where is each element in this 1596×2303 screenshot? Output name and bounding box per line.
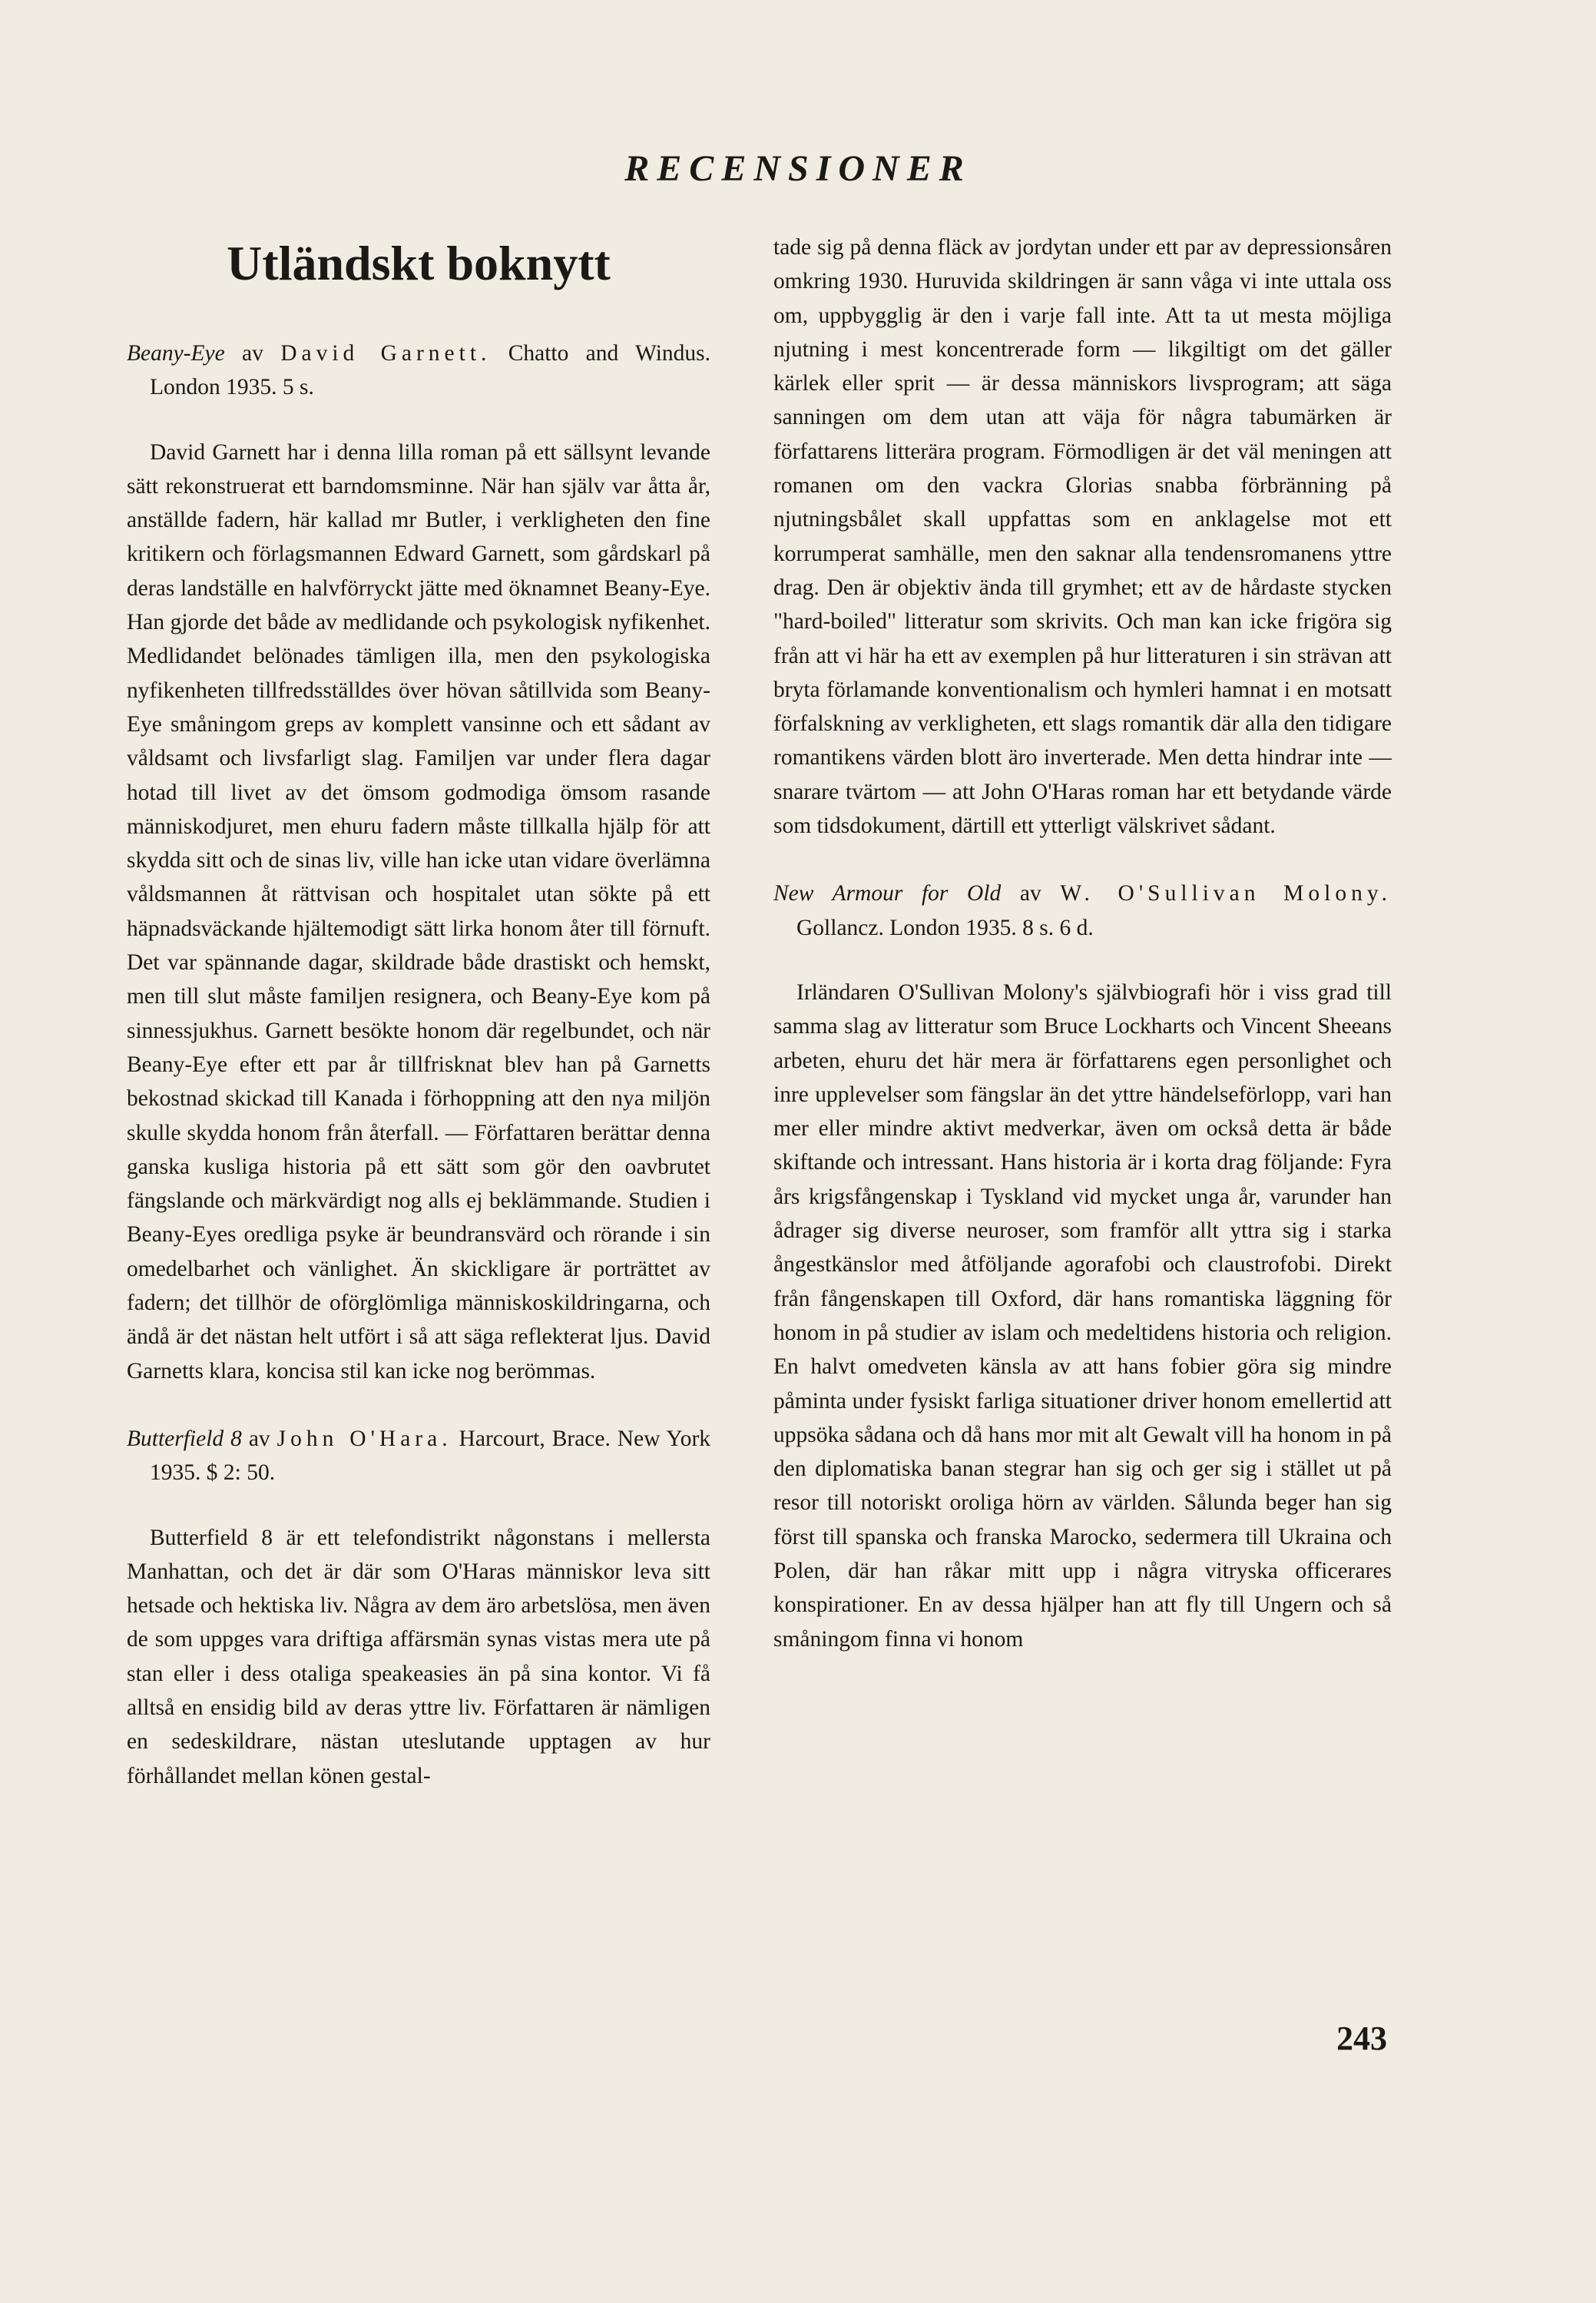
review-text: Butterfield 8 är ett telefondistrikt någonstans i mellersta Manhattan, och det är där som O'Haras människor leva sitt hetsade och hektiska liv. Några av dem äro arbetslösa, men även de som uppges vara driftiga affärsmän synas vistas mera ute på stan eller i dess otaliga speakeasies än på sina kontor. Vi få alltså en ensidig bild av deras yttre liv. Författaren är nämligen en sedeskildrare, nästan uteslutande upptagen av hur förhållandet mellan könen gestal- xyxy=(127,1525,710,1788)
page-number: 243 xyxy=(1336,2020,1387,2057)
by-word: av xyxy=(1019,881,1041,906)
review-citation xyxy=(773,876,1392,945)
review-text: Irländaren O'Sullivan Molony's självbiografi hör i viss grad till samma slag av litteratur som Bruce Lockharts och Vincent Sheeans arbeten, ehuru det här mera är författarens egen personlighet och inre upplevelser som fängslar än det yttre händelseförlopp, vari han mer eller mindre aktivt medverkar, även om också detta är både skiftande och intressant. Hans historia är i korta drag följande: Fyra års krigsfångenskap i Tyskland vid mycket unga år, varunder han ådrager sig diverse neuroser, som framför allt yttra sig i starka ångestkänslor med åtföljande agorafobi och claustrofobi. Direkt från fångenskapen till Oxford, där hans romantiska läggning för honom in på studier av islam och medeltidens historia och religion. En halvt omedveten känsla av att hans fobier göra sig mindre påminta under fysiskt farliga situationer driver honom emellertid att uppsöka sådana och då hans mor mit alt Gewalt vill ha honom in på den diplomatiska banan stegrar han sig och ger sig i stället ut på resor till notoriskt oroliga hörn av världen. Sålunda beger han sig först till spanska och franska Marocko, sedermera till Ukraina och Polen, där han råkar mitt upp i några vitryska officerares konspirationer. En av dessa hjälper han att fly till Ungern och så småningom finna vi honom xyxy=(773,979,1392,1652)
book-publisher: Chatto and Windus. London 1935. 5 s. xyxy=(150,341,710,400)
book-title: Butterfield 8 xyxy=(127,1426,242,1451)
book-author: David Garnett. xyxy=(280,341,492,366)
review-citation xyxy=(127,1422,710,1490)
by-word: av xyxy=(248,1426,270,1451)
book-publisher: Harcourt, Brace. New York 1935. $ 2: 50. xyxy=(150,1426,711,1486)
article-title: Utländskt boknytt xyxy=(227,236,611,290)
book-author: John O'Hara. xyxy=(276,1426,452,1451)
review-text: David Garnett har i denna lilla roman på ett sällsynt levande sätt rekonstruerat ett barndomsminne. När han själv var åtta år, anställde fadern, här kallad mr Butler, i verkligheten den fine kritikern och förlagsmannen Edward Garnett, som gårdskarl på deras landställe en halvförryckt jätte med öknamnet Beany-Eye. Han gjorde det både av medlidande och psykologisk nyfikenhet. Medlidandet belönades tämligen illa, men den psykologiska nyfikenheten tillfredsställdes över hövan såtillvida som Beany-Eye småningom greps av komplett vansinne och ett sådant av våldsamt och livsfarligt slag. Familjen var under flera dagar hotad till livet av det ömsom godmodiga ömsom rasande människodjuret, men ehuru fadern måste tillkalla hjälp för att skydda sitt och de sinas liv, ville han icke utan vidare överlämna våldsmannen åt rättvisan och hospitalet utan sökte på ett häpnadsväckande hjältemodigt sätt lirka honom åter till förnuft. Det var spännande dagar, skildrade både drastiskt och hemskt, men till slut måste familjen resignera, och Beany-Eye kom på sinnessjukhus. Garnett besökte honom där regelbundet, och när Beany-Eye efter ett par år tillfrisknat blev han på Garnetts bekostnad skickad till Kanada i förhoppning att den nya miljön skulle skydda honom från återfall. — Författaren berättar denna ganska kusliga historia på ett sätt som gör den oavbrutet fängslande och märkvärdigt nog alls ej beklämmande. Studien i Beany-Eyes oredliga psyke är beundransvärd och rörande i sin omedelbarhet och vänlighet. Än skickligare är porträttet av fadern; det tillhör de oförglömliga människoskildringarna, och ändå är det nästan helt utfört i så att säga reflekterat ljus. David Garnetts klara, koncisa stil kan icke nog berömmas. xyxy=(127,439,710,1383)
review-citation xyxy=(127,336,710,405)
section-header: RECENSIONER xyxy=(624,148,972,189)
left-column xyxy=(127,230,710,1827)
book-author: W. O'Sullivan Molony. xyxy=(1060,881,1392,906)
book-title: Beany-Eye xyxy=(127,341,225,366)
review-text-continued: tade sig på denna fläck av jordytan under ett par av depressionsåren omkring 1930. Huruvida skildringen är sann våga vi inte uttala oss om, uppbygglig är den i varje fall inte. Att ta ut mesta möjliga njutning i mest koncentrerade form — likgiltigt om det gäller kärlek eller sprit — är dessa människors livsprogram; att säga sanningen om dem utan att väja för några tabumärken är författarens litterära program. Förmodligen är det väl meningen att romanen om den vackra Glorias snabba förbränning på njutningsbålet skall uppfattas som en anklagelse mot ett korrumperat samhälle, men den saknar alla tendensromanens yttre drag. Den är objektiv ända till grymhet; ett av de hårdaste stycken "hard-boiled" litteratur som skrivits. Och man kan icke frigöra sig från att vi här ha ett av exemplen på hur litteraturen i sin strävan att bryta förlamande konventionalism och hymleri hamnat i en motsatt förfalskning av verkligheten, ett slags romantik där alla den tidigare romantikens värden blott äro inverterade. Men detta hindrar inte — snarare tvärtom — att John O'Haras roman har ett betydande värde som tidsdokument, därtill ett ytterligt välskrivet sådant. xyxy=(773,235,1392,839)
book-title: New Armour for Old xyxy=(773,881,1002,906)
right-column xyxy=(773,230,1392,1690)
book-publisher: Gollancz. London 1935. 8 s. 6 d. xyxy=(796,915,1094,940)
by-word: av xyxy=(242,341,263,366)
